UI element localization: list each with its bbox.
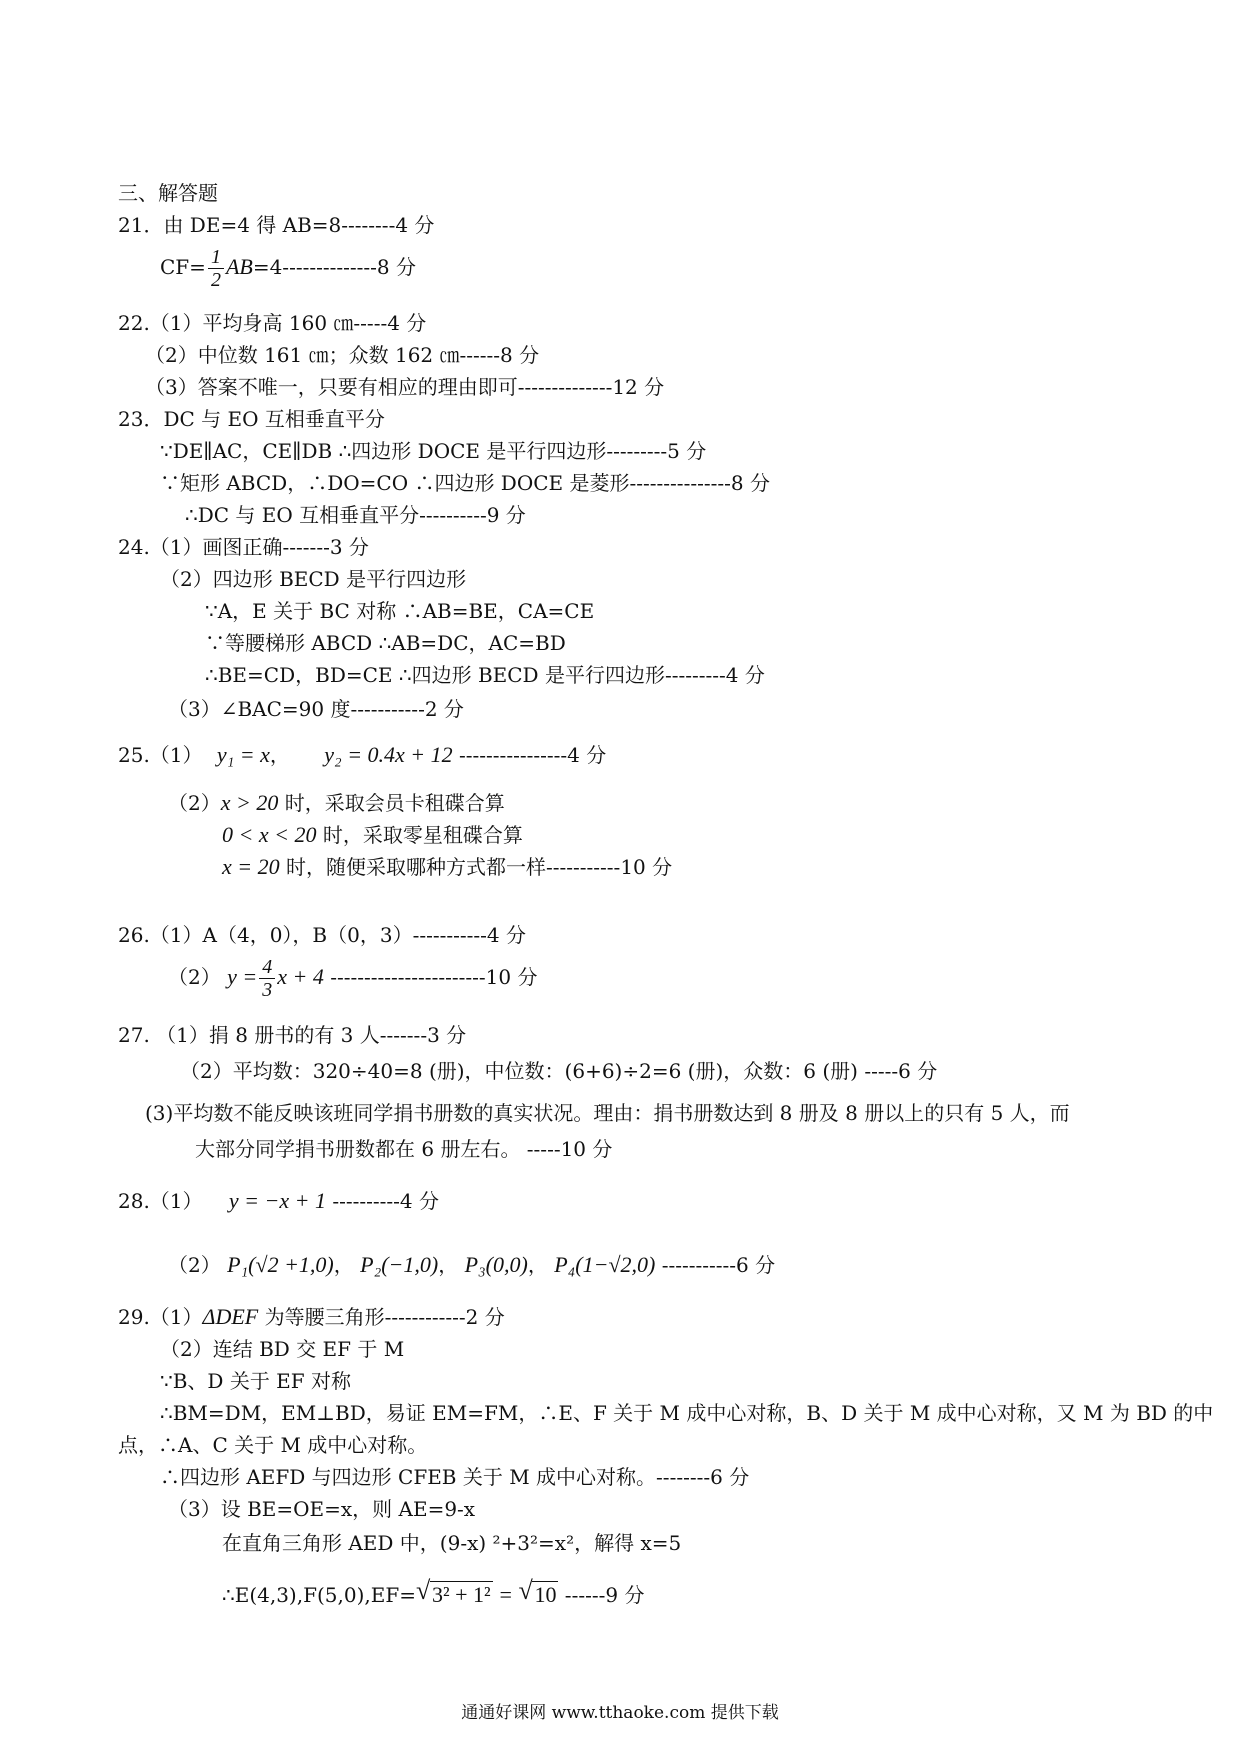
q27-line-4: 大部分同学捐书册数都在 6 册左右。 -----10 分 (195, 1137, 613, 1161)
q25-separator: ， (269, 743, 290, 767)
q26-x-term: x + 4 (277, 964, 324, 989)
q23-line-4: ∴DC 与 EO 互相垂直平分----------9 分 (185, 503, 526, 527)
q29-ef-label: ∴E(4,3),F(5,0),EF= (222, 1583, 416, 1607)
q29-line-8: 在直角三角形 AED 中，(9-x) ²+3²=x²，解得 x=5 (222, 1531, 682, 1555)
q24-line-3: ∵A，E 关于 BC 对称 ∴AB=BE，CA=CE (205, 599, 595, 623)
q25-score-1: ----------------4 分 (452, 743, 607, 767)
q28-label-1: 28.（1） (118, 1189, 203, 1213)
q21-fraction (208, 246, 224, 291)
q25-line-2 (168, 790, 505, 816)
q29-score-3: ------9 分 (558, 1583, 645, 1607)
q25-text-3: 时，随便采取哪种方式都一样-----------10 分 (279, 855, 673, 879)
q28-p3: P₃(0,0) (464, 1252, 528, 1277)
q28-line-eq: y = −x + 1 (228, 1188, 326, 1213)
q28-line-1 (118, 1188, 439, 1214)
q29-sqrt-2-body: 10 (534, 1582, 557, 1607)
q25-y2-expr: y₂ = 0.4x + 12 (324, 742, 453, 767)
q29-line-3: ∵B、D 关于 EF 对称 (160, 1369, 352, 1393)
radical-icon: √ (415, 1576, 431, 1605)
q21-cf-label: CF= (160, 255, 206, 279)
q28-sep-1: ， (333, 1253, 354, 1277)
q24-line-2: （2）四边形 BECD 是平行四边形 (160, 567, 467, 591)
q25-line-3 (222, 822, 523, 848)
q25-label-1: 25.（1） (118, 743, 203, 767)
q21-line-1: 21．由 DE=4 得 AB=8--------4 分 (118, 213, 435, 237)
q21-result: =4--------------8 分 (252, 255, 417, 279)
q26-line-1: 26.（1）A（4，0），B（0，3）-----------4 分 (118, 923, 526, 947)
q26-fraction-numerator: 4 (259, 956, 275, 979)
q23-line-2: ∵DE∥AC，CE∥DB ∴四边形 DOCE 是平行四边形---------5 分 (160, 439, 707, 463)
q29-line-6: ∴四边形 AEFD 与四边形 CFEB 关于 M 成中心对称。--------6 分 (160, 1465, 750, 1489)
q29-sqrt-2 (518, 1576, 558, 1608)
q25-line-4 (222, 854, 672, 880)
q24-line-1: 24.（1）画图正确-------3 分 (118, 535, 369, 559)
q27-line-2: （2）平均数：320÷40=8 (册)，中位数：(6+6)÷2=6 (册)，众数：6 (册) -----6 分 (180, 1059, 938, 1083)
q29-line-5: 点，∴A、C 关于 M 成中心对称。 (118, 1433, 428, 1457)
q22-line-3: （3）答案不唯一，只要有相应的理由即可--------------12 分 (145, 375, 665, 399)
q21-fraction-denominator: 2 (210, 269, 221, 291)
q29-sqrt-1-body: 3² + 1² (431, 1582, 491, 1607)
q25-cond-3: x = 20 (222, 854, 280, 879)
q24-line-5: ∴BE=CD，BD=CE ∴四边形 BECD 是平行四边形---------4 分 (205, 663, 765, 687)
q25-line-1 (118, 742, 606, 768)
q26-fraction-denominator: 3 (262, 979, 273, 1001)
q25-text-2: 时，采取零星租碟合算 (316, 823, 523, 847)
q26-fraction (259, 956, 275, 1001)
q29-triangle: ΔDEF (202, 1304, 259, 1329)
q28-sep-3: ， (527, 1253, 548, 1277)
q25-y1-expr: y₁ = x (216, 742, 270, 767)
q26-score-2: -----------------------10 分 (323, 965, 538, 989)
q21-line-2 (160, 246, 416, 291)
q23-line-3: ∵矩形 ABCD，∴DO=CO ∴四边形 DOCE 是菱形---------------8 分 (160, 471, 770, 495)
footer-source: 通通好课网 www.tthaoke.com 提供下载 (461, 1703, 779, 1723)
q27-line-3: (3)平均数不能反映该班同学捐书册数的真实状况。理由：捐书册数达到 8 册及 8 册以上的只有 5 人，而 (145, 1101, 1070, 1125)
q22-line-1: 22.（1）平均身高 160 ㎝-----4 分 (118, 311, 427, 335)
q28-p4: P₄(1−√2,0) (554, 1252, 656, 1277)
q28-sep-2: ， (438, 1253, 459, 1277)
q25-label-2: （2） (168, 791, 221, 815)
q21-ab-var: AB (225, 254, 253, 279)
q29-line-9 (222, 1576, 645, 1608)
q28-p2: P₂(−1,0) (360, 1252, 439, 1277)
q24-line-6: （3）∠BAC=90 度-----------2 分 (168, 697, 464, 721)
radical-icon: √ (518, 1576, 533, 1605)
q29-line-7: （3）设 BE=OE=x，则 AE=9-x (168, 1497, 476, 1521)
q28-score-1: ----------4 分 (325, 1189, 439, 1213)
q28-line-2 (168, 1252, 775, 1278)
q25-cond-1: x > 20 (220, 790, 279, 815)
q29-line-2: （2）连结 BD 交 EF 于 M (160, 1337, 405, 1361)
q24-line-4: ∵等腰梯形 ABCD ∴AB=DC，AC=BD (205, 631, 566, 655)
q21-fraction-numerator: 1 (208, 246, 224, 269)
q29-line-4: ∴BM=DM，EM⊥BD，易证 EM=FM，∴E、F 关于 M 成中心对称，B、D 关于 M 成中心对称，又 M 为 BD 的中 (160, 1401, 1214, 1425)
q25-cond-2: 0 < x < 20 (222, 822, 317, 847)
q25-text-1: 时，采取会员卡租碟合算 (278, 791, 505, 815)
q28-p1: P₁(√2 +1,0) (227, 1252, 334, 1277)
q28-label-2: （2） (168, 1253, 221, 1277)
q29-label-1: 29.（1） (118, 1305, 203, 1329)
q27-line-1: 27. （1）捐 8 册书的有 3 人-------3 分 (118, 1023, 467, 1047)
q28-score-2: -----------6 分 (655, 1253, 776, 1277)
q26-line-2 (168, 956, 537, 1001)
q26-label-2: （2） (168, 965, 221, 989)
section-title: 三、解答题 (118, 181, 218, 205)
q29-sqrt-1 (415, 1576, 493, 1608)
q23-line-1: 23．DC 与 EO 互相垂直平分 (118, 407, 385, 431)
q29-equals: = (492, 1582, 519, 1607)
q26-y-eq: y = (227, 964, 258, 989)
q29-line-1 (118, 1304, 505, 1330)
q22-line-2: （2）中位数 161 ㎝；众数 162 ㎝------8 分 (145, 343, 540, 367)
q29-text-1: 为等腰三角形------------2 分 (258, 1305, 505, 1329)
